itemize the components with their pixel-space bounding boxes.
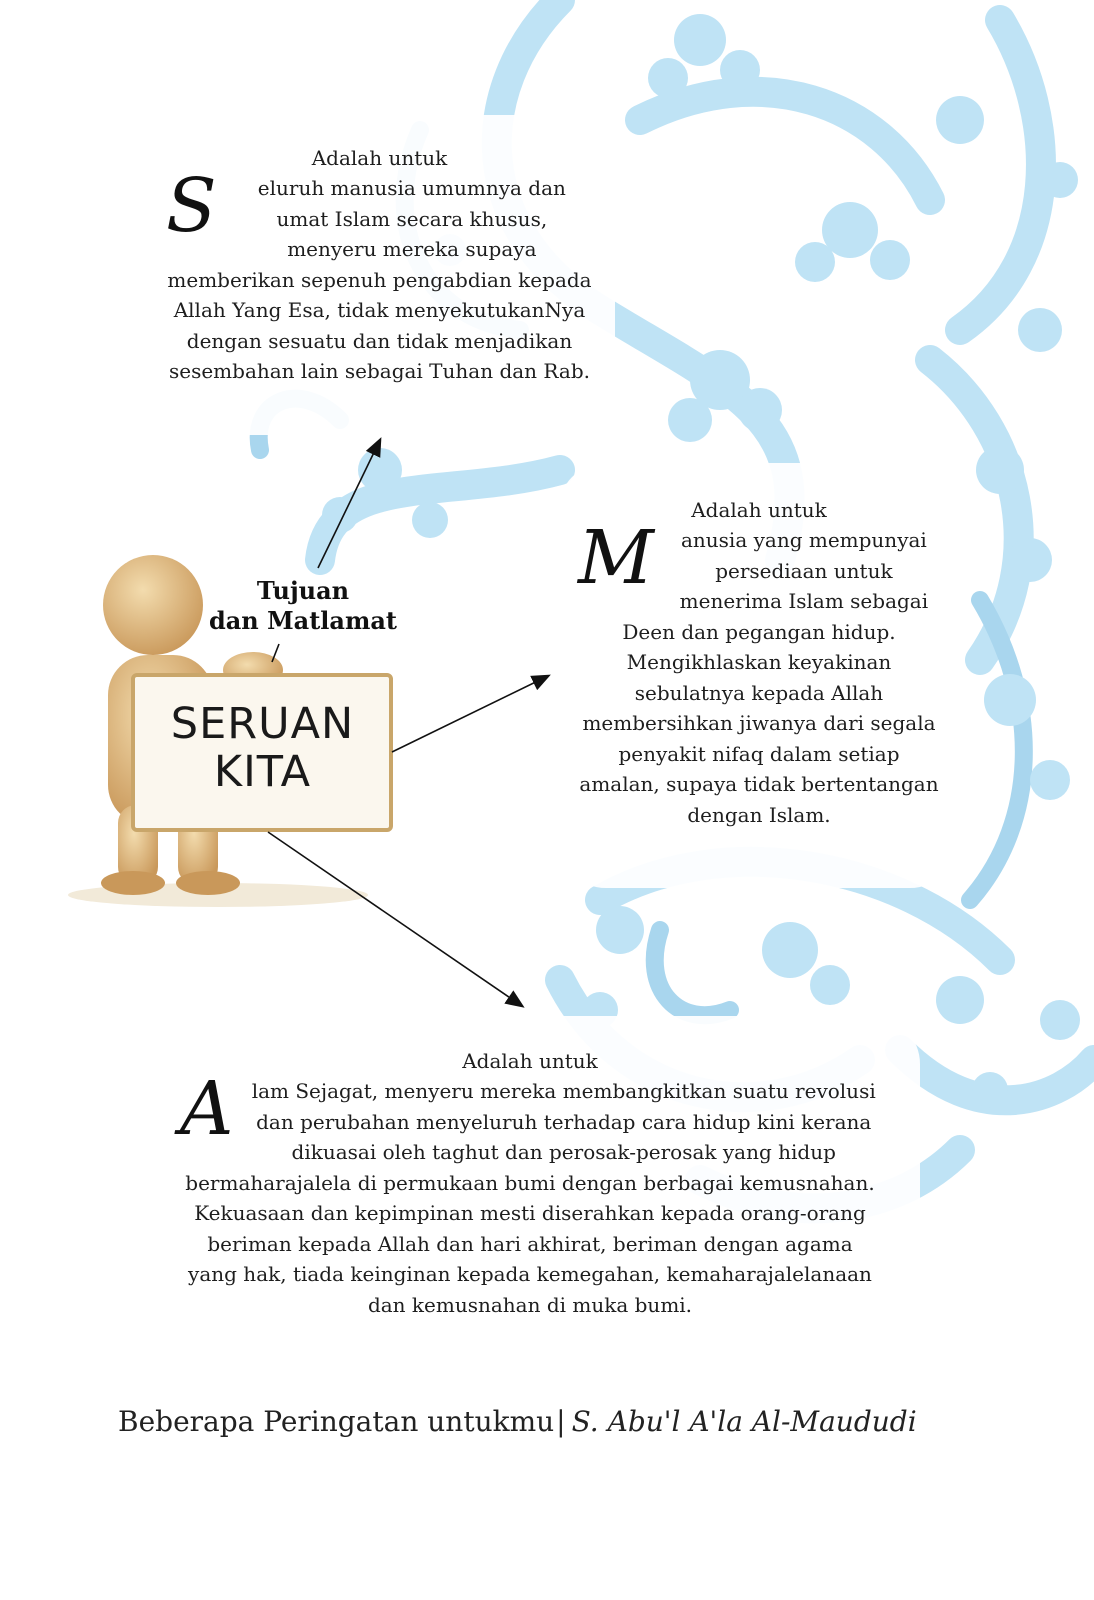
box-right-intro: Adalah untuk (691, 498, 827, 522)
sign-line1: SERUAN (170, 699, 355, 749)
text-box-right (558, 463, 958, 888)
sign-line2: KITA (213, 747, 312, 797)
box-bottom-intro: Adalah untuk (462, 1049, 598, 1073)
box-top-dropcap: S (166, 163, 217, 249)
text-box-bottom (160, 1016, 920, 1331)
box-top-paragraph (166, 163, 593, 387)
box-bottom-text: lam Sejagat, menyeru mereka membangkitkan suatu revolusi dan perubahan menyeluruh terhadap cara hidup kini kerana dikuasai oleh taghut dan perosak-perosak yang hidup bermaharajalela di permukaan bumi dengan berbagai kemusnahan. Kekuasaan dan kepimpinan mesti diserahkan kepada orang-orang beriman kepada Allah dan hari akhirat, beriman dengan agama yang hak, tiada keinginan kepada kemegahan, kemaharajalelanaan dan kemusnahan di muka bumi. (185, 1079, 876, 1317)
center-title (198, 576, 408, 636)
center-title-line2: dan Matlamat (208, 606, 398, 635)
sign-text (135, 700, 390, 796)
footer-book-title: Beberapa Peringatan untukmu (118, 1405, 555, 1438)
box-right-paragraph (578, 515, 940, 830)
footer-author: S. Abu'l A'la Al-Maududi (571, 1405, 917, 1438)
footer-separator: | (556, 1405, 566, 1438)
footer-credit (118, 1402, 1018, 1442)
figure-left-foot (101, 871, 165, 895)
box-right-dropcap: M (578, 515, 654, 601)
box-bottom-paragraph (180, 1066, 880, 1320)
box-right-text: anusia yang mempunyai persediaan untuk menerima Islam sebagai Deen dan pegangan hidup. Mengikhlaskan keyakinan sebulatnya kepada Allah membersihkan jiwanya dari segala penyakit nifaq dalam setiap amalan, supaya tidak bertentangan dengan Islam. (579, 528, 939, 827)
box-bottom-dropcap: A (180, 1066, 234, 1152)
figure-head (103, 555, 203, 655)
box-top-text: eluruh manusia umumnya dan umat Islam secara khusus, menyeru mereka supaya memberikan sepenuh pengabdian kepada Allah Yang Esa, tidak menyekutukanNya dengan sesuatu dan tidak menjadikan sesembahan lain sebagai Tuhan dan Rab. (167, 176, 592, 383)
figure-right-foot (176, 871, 240, 895)
text-box-top (160, 115, 615, 435)
center-title-line1: Tujuan (256, 576, 350, 605)
box-top-intro: Adalah untuk (311, 146, 448, 170)
